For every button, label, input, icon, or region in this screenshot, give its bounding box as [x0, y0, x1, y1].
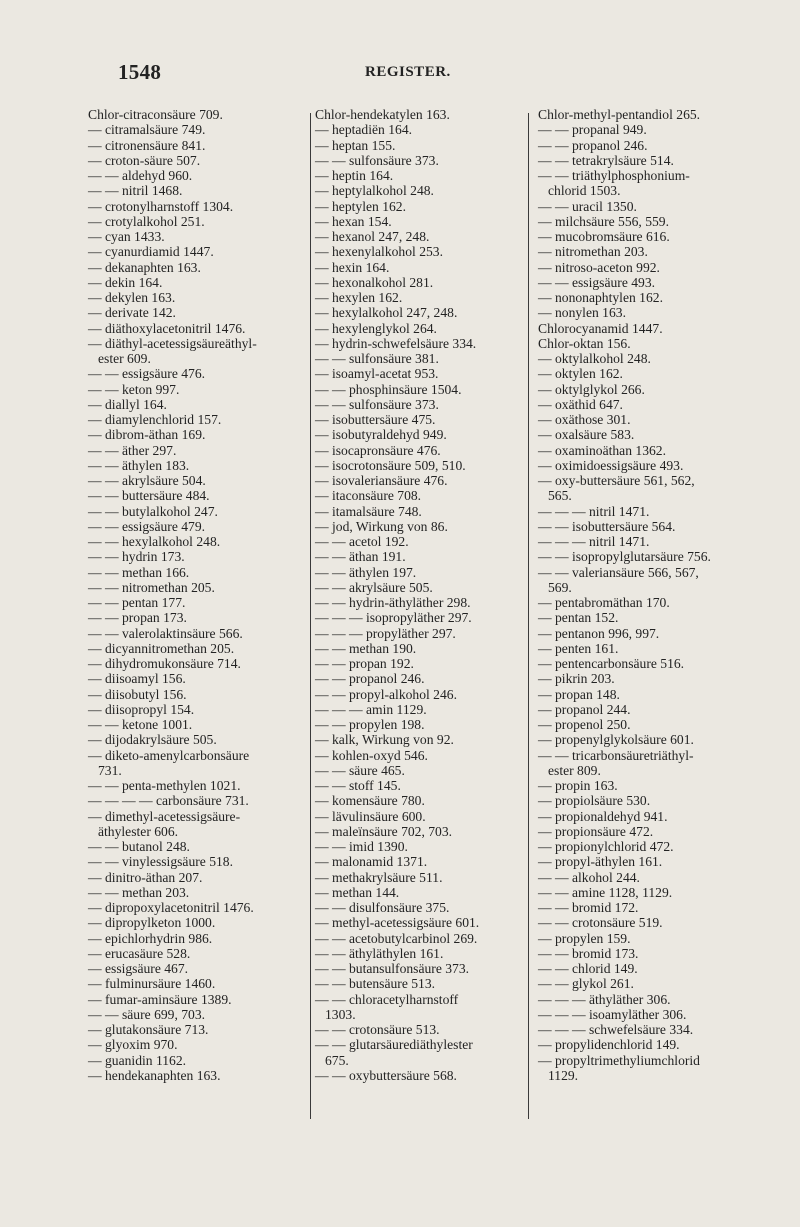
index-entry: — hydrin-schwefelsäure 334.: [315, 335, 477, 351]
index-entry: 1303.: [325, 1006, 356, 1022]
index-entry: — propan 148.: [538, 686, 620, 702]
index-entry: — dipropoxylacetonitril 1476.: [88, 900, 254, 915]
index-column-2: [315, 107, 533, 1083]
index-entry: — — phosphinsäure 1504.: [315, 381, 462, 397]
index-entry: — methyl-acetessigsäure 601.: [315, 915, 480, 931]
index-entry: — cyan 1433.: [88, 229, 165, 244]
index-entry: 731.: [98, 762, 122, 778]
index-entry: — — äthyläthylen 161.: [315, 945, 444, 961]
index-entry: — — essigsäure 476.: [88, 366, 206, 382]
index-entry: — — — — carbonsäure 731.: [88, 793, 249, 809]
index-entry: — propenol 250.: [538, 717, 631, 732]
index-entry: — hexylen 162.: [315, 290, 403, 305]
index-entry: — diisobutyl 156.: [88, 686, 187, 702]
index-entry: — pentanon 996, 997.: [538, 625, 660, 641]
index-entry: — — crotonsäure 513.: [315, 1022, 440, 1037]
index-entry: — crotonylharnstoff 1304.: [88, 198, 234, 214]
index-entry: chlorid 1503.: [548, 183, 621, 199]
index-entry: äthylester 606.: [98, 823, 179, 839]
index-entry: — — tricarbonsäuretriäthyl-: [538, 747, 694, 763]
index-entry: — — penta-methylen 1021.: [88, 778, 241, 793]
index-entry: — propylidenchlorid 149.: [538, 1037, 680, 1053]
index-entry: — — hydrin 173.: [88, 549, 185, 565]
index-entry: — propionylchlorid 472.: [538, 839, 674, 854]
index-entry: — propin 163.: [538, 778, 618, 793]
index-entry: — — chlorid 149.: [538, 961, 638, 976]
index-entry: — — äthan 191.: [315, 549, 406, 565]
index-entry: — — valerolaktinsäure 566.: [88, 625, 243, 641]
index-entry: — nonylen 163.: [538, 305, 626, 321]
index-entry: — — oxybuttersäure 568.: [315, 1067, 457, 1083]
index-entry: — — keton 997.: [88, 381, 180, 397]
index-entry: — — triäthylphosphonium-: [538, 168, 690, 183]
index-entry: — — hydrin-äthyläther 298.: [315, 595, 471, 610]
index-entry: — — — schwefelsäure 334.: [538, 1022, 694, 1037]
index-entry: — — sulfonsäure 381.: [315, 351, 439, 366]
index-entry: — hexylenglykol 264.: [315, 320, 437, 336]
index-entry: — oxalsäure 583.: [538, 427, 635, 443]
index-entry: — — chloracetylharnstoff: [315, 991, 459, 1007]
index-entry: — lävulinsäure 600.: [315, 808, 426, 824]
index-entry: — — propyl-alkohol 246.: [315, 686, 457, 702]
index-entry: — jod, Wirkung von 86.: [315, 518, 448, 534]
index-entry: — itamalsäure 748.: [315, 503, 422, 519]
index-column-3: [538, 107, 756, 1083]
index-entry: — nononaphtylen 162.: [538, 290, 663, 305]
index-entry: — epichlorhydrin 986.: [88, 930, 213, 946]
index-entry: — propiolsäure 530.: [538, 793, 651, 809]
index-entry: — — buttersäure 484.: [88, 488, 210, 504]
index-entry: — — sulfonsäure 373.: [315, 396, 439, 412]
index-entry: — pikrin 203.: [538, 671, 615, 687]
index-entry: — — alkohol 244.: [538, 869, 640, 885]
index-entry: 1129.: [548, 1067, 579, 1083]
index-entry: — dicyannitromethan 205.: [88, 640, 235, 656]
index-entry: — pentan 152.: [538, 610, 619, 626]
index-entry: — diallyl 164.: [88, 396, 167, 412]
index-entry: — dimethyl-acetessigsäure-: [88, 808, 241, 824]
index-entry: — hexanol 247, 248.: [315, 229, 430, 244]
index-entry: — diäthyl-acetessigsäureäthyl-: [88, 335, 257, 351]
index-entry: — — butanol 248.: [88, 839, 190, 854]
index-entry: — isovaleriansäure 476.: [315, 473, 448, 488]
index-entry: — hendekanaphten 163.: [88, 1067, 221, 1083]
index-entry: — hexan 154.: [315, 213, 392, 229]
index-entry: — komensäure 780.: [315, 793, 425, 809]
index-entry: — — nitril 1468.: [88, 183, 183, 199]
index-entry: — erucasäure 528.: [88, 945, 191, 961]
index-entry: — guanidin 1162.: [88, 1052, 187, 1068]
index-entry: — pentencarbonsäure 516.: [538, 656, 685, 671]
index-entry: — propionaldehyd 941.: [538, 808, 668, 824]
index-entry: — isoamyl-acetat 953.: [315, 366, 439, 382]
index-entry: — oxy-buttersäure 561, 562,: [538, 473, 695, 488]
index-entry: — diisoamyl 156.: [88, 671, 186, 687]
index-entry: — fulminursäure 1460.: [88, 976, 216, 992]
index-entry: — crotylalkohol 251.: [88, 213, 205, 229]
index-entry: 565.: [548, 488, 572, 504]
index-entry: — citramalsäure 749.: [88, 122, 206, 138]
index-entry: — derivate 142.: [88, 305, 176, 321]
index-entry: — — — isopropyläther 297.: [315, 610, 472, 626]
index-entry: — — hexylalkohol 248.: [88, 534, 221, 549]
index-entry: — hexin 164.: [315, 259, 390, 275]
index-entry: — — butansulfonsäure 373.: [315, 961, 470, 976]
index-entry: Chlor-methyl-pentandiol 265.: [538, 107, 701, 122]
index-entry: — diketo-amenylcarbonsäure: [88, 747, 250, 763]
index-entry: Chlor-citraconsäure 709.: [88, 107, 223, 122]
index-entry: — cyanurdiamid 1447.: [88, 244, 214, 260]
index-entry: — penten 161.: [538, 640, 619, 656]
index-entry: — propylen 159.: [538, 930, 631, 946]
index-entry: — — methan 203.: [88, 884, 190, 900]
index-entry: — propyl-äthylen 161.: [538, 854, 663, 870]
index-entry: ester 809.: [548, 762, 601, 778]
index-entry: — diisopropyl 154.: [88, 701, 195, 717]
index-entry: — — — isoamyläther 306.: [538, 1006, 687, 1022]
index-entry: — — sulfonsäure 373.: [315, 152, 439, 168]
index-entry: — mucobromsäure 616.: [538, 229, 670, 244]
index-entry: — — butylalkohol 247.: [88, 503, 218, 519]
index-entry: — diäthoxylacetonitril 1476.: [88, 320, 246, 336]
index-entry: — propanol 244.: [538, 701, 631, 717]
index-entry: — — crotonsäure 519.: [538, 915, 663, 931]
index-entry: — — äther 297.: [88, 442, 177, 458]
index-entry: — pentabromäthan 170.: [538, 595, 670, 610]
index-entry: Chlor-oktan 156.: [538, 335, 631, 351]
index-entry: — — bromid 172.: [538, 900, 639, 915]
index-entry: — — — äthyläther 306.: [538, 991, 671, 1007]
index-entry: — oktylglykol 266.: [538, 381, 645, 397]
index-entry: — heptylen 162.: [315, 198, 406, 214]
index-entry: — — propan 192.: [315, 656, 414, 671]
index-entry: — — methan 190.: [315, 640, 417, 656]
index-entry: — — tetrakrylsäure 514.: [538, 152, 674, 168]
index-entry: — — ketone 1001.: [88, 717, 193, 732]
index-entry: — oxäthid 647.: [538, 396, 623, 412]
index-entry: — — propylen 198.: [315, 717, 425, 732]
index-entry: — dekanaphten 163.: [88, 259, 201, 275]
index-entry: — — — propyläther 297.: [315, 625, 456, 641]
index-entry: — propyltrimethyliumchlorid: [538, 1052, 700, 1068]
index-entry: — — isopropylglutarsäure 756.: [538, 549, 711, 565]
column-divider: [310, 113, 311, 1119]
index-entry: — dipropylketon 1000.: [88, 915, 216, 931]
index-entry: — — aldehyd 960.: [88, 168, 193, 183]
index-entry: — isocapronsäure 476.: [315, 442, 441, 458]
index-entry: — — acetobutylcarbinol 269.: [315, 930, 478, 946]
index-entry: — — äthylen 197.: [315, 564, 417, 580]
index-entry: — nitroso-aceton 992.: [538, 259, 660, 275]
index-entry: — dijodakrylsäure 505.: [88, 732, 217, 748]
index-entry: — — — nitril 1471.: [538, 503, 650, 519]
index-entry: — methan 144.: [315, 884, 400, 900]
index-entry: — glyoxim 970.: [88, 1037, 178, 1053]
index-entry: — isobutyraldehyd 949.: [315, 427, 447, 443]
index-entry: — oktylalkohol 248.: [538, 351, 651, 366]
index-entry: — dekin 164.: [88, 274, 163, 290]
index-entry: — glutakonsäure 713.: [88, 1022, 209, 1037]
index-entry: — — imid 1390.: [315, 839, 408, 854]
index-entry: — itaconsäure 708.: [315, 488, 422, 504]
index-entry: — — säure 699, 703.: [88, 1006, 206, 1022]
index-entry: — — methan 166.: [88, 564, 190, 580]
index-entry: — hexenylalkohol 253.: [315, 244, 443, 260]
index-entry: — fumar-aminsäure 1389.: [88, 991, 232, 1007]
index-entry: — heptin 164.: [315, 168, 394, 183]
index-entry: — essigsäure 467.: [88, 961, 189, 976]
index-entry: — — äthylen 183.: [88, 457, 190, 473]
index-entry: — milchsäure 556, 559.: [538, 213, 670, 229]
index-entry: — hexonalkohol 281.: [315, 274, 434, 290]
index-entry: — dinitro-äthan 207.: [88, 869, 203, 885]
index-entry: — — propan 173.: [88, 610, 187, 626]
index-entry: — dekylen 163.: [88, 290, 176, 305]
index-entry: — methakrylsäure 511.: [315, 869, 443, 885]
index-entry: — heptylalkohol 248.: [315, 183, 434, 199]
index-entry: — croton-säure 507.: [88, 152, 201, 168]
index-entry: — propenylglykolsäure 601.: [538, 732, 694, 748]
index-entry: — — pentan 177.: [88, 595, 186, 610]
index-entry: — nitromethan 203.: [538, 244, 648, 260]
index-entry: — propionsäure 472.: [538, 823, 654, 839]
index-entry: — — — amin 1129.: [315, 701, 427, 717]
page-header: [0, 60, 800, 90]
index-entry: — — essigsäure 493.: [538, 274, 656, 290]
index-entry: — — säure 465.: [315, 762, 405, 778]
index-entry: — — nitromethan 205.: [88, 579, 215, 595]
index-entry: — — acetol 192.: [315, 534, 409, 549]
page-number: 1548: [118, 60, 162, 84]
index-entry: — — akrylsäure 504.: [88, 473, 206, 488]
index-entry: 569.: [548, 579, 572, 595]
index-entry: — — vinylessigsäure 518.: [88, 854, 233, 870]
index-entry: — oximidoessigsäure 493.: [538, 457, 684, 473]
index-entry: — — uracil 1350.: [538, 198, 637, 214]
index-entry: — isobuttersäure 475.: [315, 412, 436, 427]
index-entry: — — propanal 949.: [538, 122, 647, 138]
index-entry: — — stoff 145.: [315, 778, 401, 793]
index-column-1: [88, 107, 306, 1083]
index-entry: — maleïnsäure 702, 703.: [315, 823, 453, 839]
index-entry: — — isobuttersäure 564.: [538, 518, 676, 534]
index-entry: — — propanol 246.: [538, 137, 648, 153]
index-entry: — heptadiën 164.: [315, 122, 413, 138]
index-entry: — oxäthose 301.: [538, 412, 631, 427]
index-entry: Chlor-hendekatylen 163.: [315, 107, 450, 122]
index-entry: — kohlen-oxyd 546.: [315, 747, 428, 763]
index-entry: — hexylalkohol 247, 248.: [315, 305, 458, 321]
index-entry: Chlorocyanamid 1447.: [538, 320, 663, 336]
index-entry: — — propanol 246.: [315, 671, 425, 687]
index-entry: — — disulfonsäure 375.: [315, 900, 450, 915]
index-entry: — — butensäure 513.: [315, 976, 436, 992]
index-entry: — diamylenchlorid 157.: [88, 412, 222, 427]
index-entry: — oktylen 162.: [538, 366, 623, 382]
index-entry: — — valeriansäure 566, 567,: [538, 564, 699, 580]
index-entry: — malonamid 1371.: [315, 854, 428, 870]
index-entry: — citronensäure 841.: [88, 137, 206, 153]
index-entry: — — akrylsäure 505.: [315, 579, 433, 595]
index-entry: — — amine 1128, 1129.: [538, 884, 673, 900]
index-entry: — — — nitril 1471.: [538, 534, 650, 549]
index-entry: — — glutarsäurediäthylester: [315, 1037, 473, 1053]
index-entry: — isocrotonsäure 509, 510.: [315, 457, 466, 473]
index-entry: 675.: [325, 1052, 349, 1068]
running-head: REGISTER.: [365, 64, 451, 80]
index-entry: — — bromid 173.: [538, 945, 639, 961]
index-entry: ester 609.: [98, 351, 151, 366]
index-entry: — — essigsäure 479.: [88, 518, 206, 534]
index-entry: — — glykol 261.: [538, 976, 634, 992]
index-entry: — dibrom-äthan 169.: [88, 427, 206, 443]
index-entry: — dihydromukonsäure 714.: [88, 656, 241, 671]
index-entry: — heptan 155.: [315, 137, 396, 153]
index-entry: — oxaminoäthan 1362.: [538, 442, 666, 458]
index-entry: — kalk, Wirkung von 92.: [315, 732, 454, 748]
